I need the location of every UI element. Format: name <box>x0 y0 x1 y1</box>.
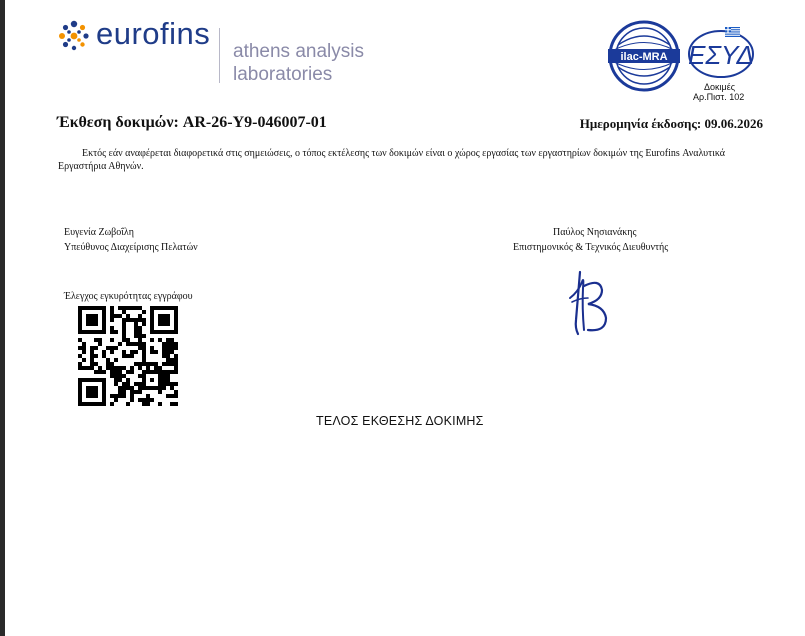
greek-flag-icon <box>725 27 740 37</box>
eurofins-logo-icon <box>58 20 90 52</box>
logo-divider <box>219 28 220 83</box>
issue-date: Ημερομηνία έκδοσης: 09.06.2026 <box>579 116 763 131</box>
location-note: Εκτός εάν αναφέρεται διαφορετικά στις σημειώσεις, ο τόπος εκτέλεσης των δοκιμών είναι ο χώρος εργασίας των εργαστηρίων δοκιμών της Eurofins Αναλυτικά Εργαστήρια Αθηνών. <box>58 148 726 172</box>
ilac-mra-seal-icon <box>604 19 684 93</box>
qr-label: Έλεγχος εγκυρότητας εγγράφου <box>64 291 193 302</box>
signatory-right-name: Παύλος Νησιανάκης <box>553 227 637 238</box>
ilac-text: ilac-MRA <box>620 51 668 63</box>
lab-name-line2: laboratories <box>233 64 333 85</box>
accreditation-number: Αρ.Πιστ. 102 <box>693 92 745 102</box>
lab-name-line1: athens analysis <box>233 41 364 62</box>
signatory-right-role: Επιστημονικός & Τεχνικός Διευθυντής <box>513 242 669 253</box>
end-of-report: ΤΕΛΟΣ ΕΚΘΕΣΗΣ ΔΟΚΙΜΗΣ <box>316 414 484 428</box>
signatory-left-name: Ευγενία Ζωβοΐλη <box>64 227 134 238</box>
report-title: Έκθεση δοκιμών: AR-26-Y9-046007-01 <box>57 114 327 131</box>
qr-code[interactable] <box>78 306 178 406</box>
brand-name: eurofins <box>96 16 211 51</box>
window-left-edge <box>0 0 5 636</box>
signatory-left-role: Υπεύθυνος Διαχείρισης Πελατών <box>64 242 198 253</box>
accreditation-scope: Δοκιμές <box>704 82 736 92</box>
esyd-text: ΕΣΥΔ <box>688 40 754 70</box>
handwritten-signature <box>566 268 616 338</box>
esyd-seal-icon <box>687 27 755 79</box>
